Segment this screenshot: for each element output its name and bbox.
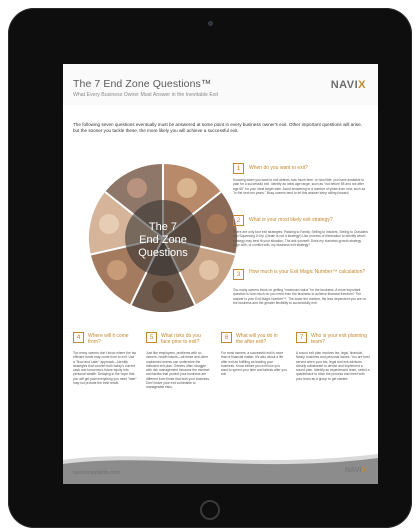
question-body-5: Just like employees, problems with co-owners, health issues—all these and other unplanned events can undermine the intended exit plan. Owners often struggle with risk management because the mindset and tactics that protect your business are different from those that built your business. Don't leave your exit vulnerable to manageable risks.	[146, 351, 210, 390]
question-title-4: Where will it come from?	[88, 333, 129, 345]
question-body-6: For most owners, a successful exit is more than a financial matter. It's also about a life after exit as fulfilling as leading your business. Know before you exit how you want to spend your time and talents after you exit.	[221, 351, 287, 377]
question-body-2: There are only four exit strategies: Passing to Family, Selling to Insiders, Selling to Outsiders and Squeezing It Dry. (Death is not a strategy!) Use process of elimination to identify which strategy may best fit your situation. The ask yourself: Does my business growth strategy align with, or conflict with, my business exit strategy?	[233, 230, 368, 247]
page-header	[63, 64, 378, 106]
document-page	[63, 64, 378, 484]
logo-text: NAVI	[330, 79, 359, 91]
question-title-5: What risks do you face prior to exit?	[161, 333, 201, 345]
footer-url[interactable]: naviconsultants.com	[73, 470, 120, 476]
footer-logo	[345, 467, 366, 474]
question-title-1: When do you want to exit?	[249, 165, 308, 171]
question-number-5: 5	[146, 332, 157, 343]
footer-wave	[63, 446, 378, 484]
question-body-3: Too many owners focus on getting "maximum value" for the business. A more important question is how much do you need from the business to achieve financial freedom? The answer is your Exit Magic Number™. The lower the number, the less dependent you are on the business and the greater flexibility to successfully exit.	[233, 288, 367, 305]
front-camera	[208, 21, 213, 26]
home-button[interactable]	[200, 500, 220, 520]
intro-paragraph: The following seven questions eventually must be answered at some point in every business owner's exit. Other important questions will arise, but the sooner you tackle these, the more likely you will achieve a successful exit.	[73, 122, 362, 134]
question-number-3: 3	[233, 269, 244, 280]
wheel-label-line2: End Zone	[139, 234, 187, 246]
question-body-4: Too many owners don't know where the tax efficient funds may come from to exit. Use a "Now and Later" approach—identify strategies that convert both today's current cash and tomorrow's future equity into personal wealth. Delaying in the hope that you will get paid everything you need "later" may not provide the best result.	[73, 351, 137, 386]
question-number-6: 6	[221, 332, 232, 343]
question-title-6: What will you do in the after exit?	[236, 333, 278, 345]
navix-logo	[331, 79, 366, 91]
question-number-1: 1	[233, 163, 244, 174]
question-body-7: A sound exit plan involves tax, legal, financial, family, business and personal issues. You are best served when your tax, legal and exit advisors closely collaborate to devise and implement a sound plan. Identify an experienced team, select a quarterback to drive the process and meet with your team as a group to get started.	[296, 351, 370, 381]
page-title: The 7 End Zone Questions™	[73, 78, 212, 90]
wheel-label-line1: The 7	[148, 221, 178, 233]
logo-accent: X	[358, 79, 366, 91]
end-zone-wheel	[87, 162, 239, 314]
question-title-2: What is your most likely exit strategy?	[249, 217, 333, 223]
footer-logo-text: NAVI	[345, 467, 362, 474]
wheel-label-line3: Questions	[138, 247, 188, 259]
question-title-7: Who is your exit planning team?	[311, 333, 367, 345]
tablet-frame	[8, 8, 412, 528]
question-number-4: 4	[73, 332, 84, 343]
question-number-7: 7	[296, 332, 307, 343]
page-subtitle: What Every Business Owner Must Answer in the Inevitable Exit	[73, 92, 219, 98]
question-body-1: Knowing when you want to exit defines how much time, or how little, you have available to plan for a successful exit. Identify an ideal age range, such as "not before 55 and not after age 60" for your ideal target date. Avoid answering in a number of years from now, such as "in the next ten years." Busy owners tend to let this answer keep rolling forward.	[233, 178, 366, 195]
question-title-3: How much is your Exit Magic Number™ calculation?	[249, 269, 366, 275]
question-number-2: 2	[233, 215, 244, 226]
footer-logo-accent: X	[361, 467, 366, 474]
